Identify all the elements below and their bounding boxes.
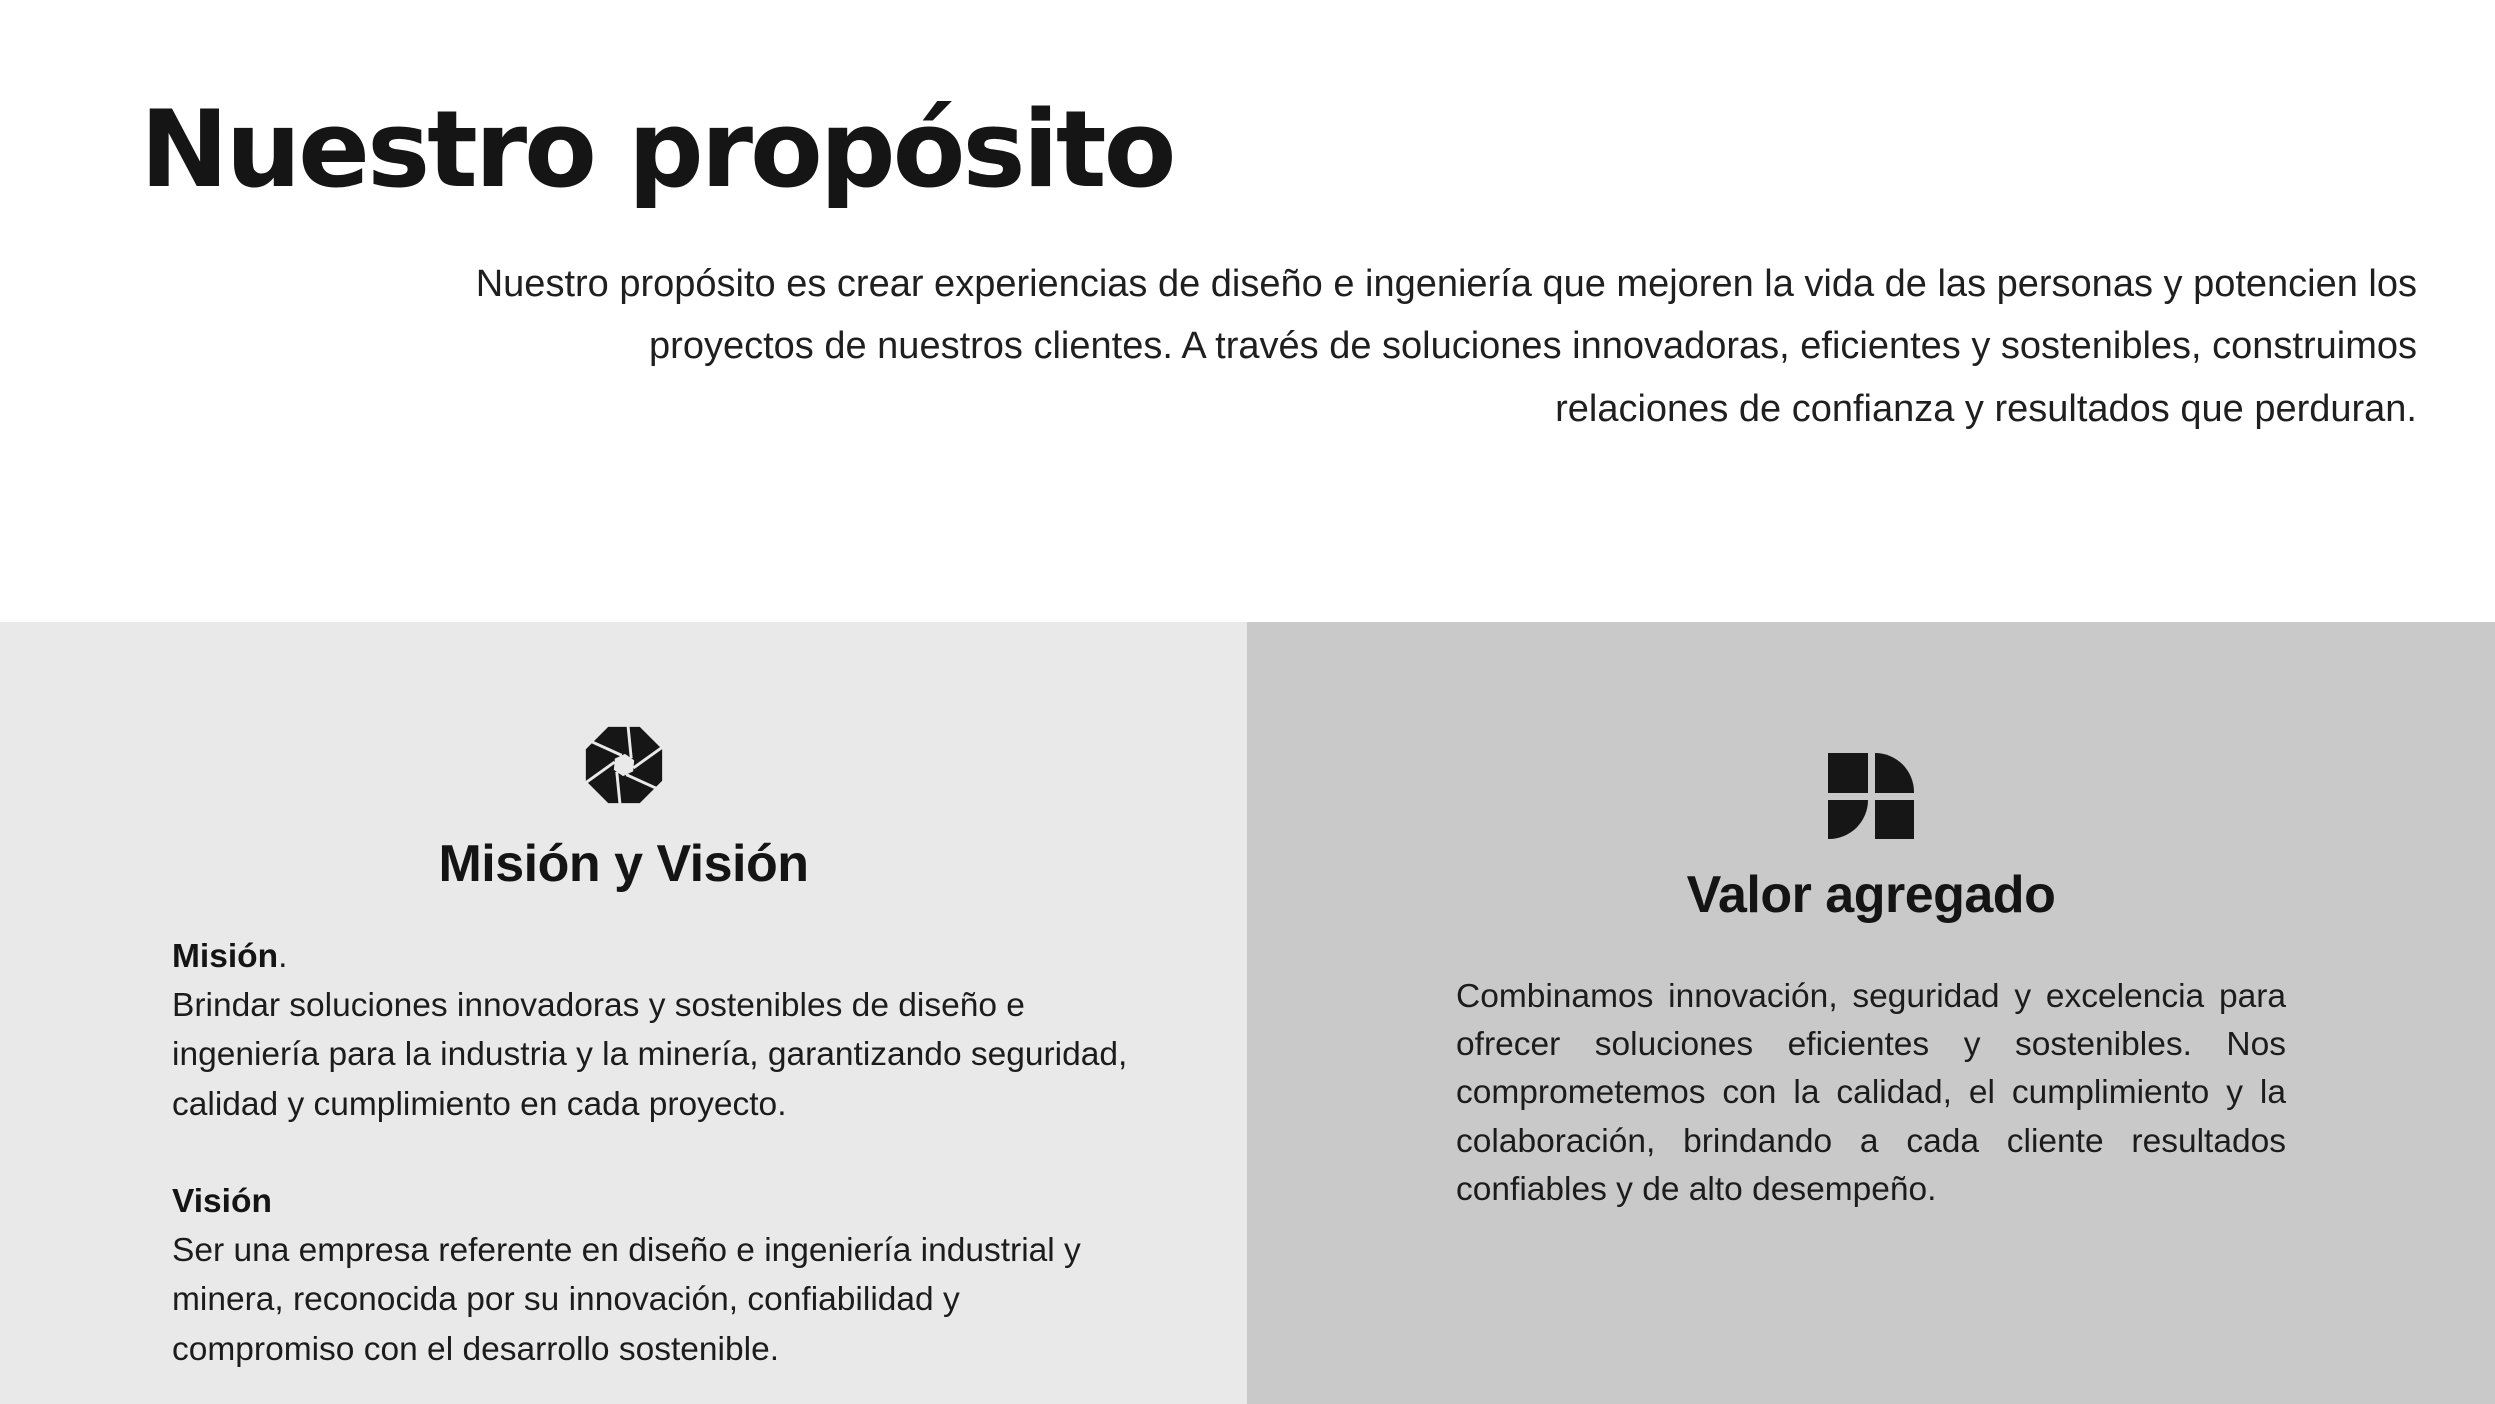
added-value-heading: Valor agregado [1686, 866, 2056, 924]
mission-text: Brindar soluciones innovadoras y sostenibles de diseño e ingeniería para la industria y la minería, garantizando seguridad, calidad y cumplimiento en cada proyecto. [172, 987, 1128, 1123]
intro-paragraph: Nuestro propósito es crear experiencias de diseño e ingeniería que mejoren la vida de las personas y potencien los proyectos de nuestros clientes. A través de soluciones innovadoras, eficientes y sostenibles, construimos relaciones de confianza y resultados que perduran. [475, 262, 2417, 430]
mission-label-period: . [278, 938, 288, 975]
mission-label: Misión [172, 938, 279, 975]
quadrant-round-top-right [1875, 753, 1915, 793]
cards-row [0, 622, 2495, 1404]
header-section [0, 0, 2495, 622]
aperture-icon [581, 722, 667, 808]
added-value-text: Combinamos innovación, seguridad y excelencia para ofrecer soluciones eficientes y sostenibles. Nos comprometemos con la calidad, el cumplimiento y la colaboración, brindando a cada cliente resultados confiables y de alto desempeño. [1456, 978, 2286, 1208]
quadrant-round-bottom-left [1828, 800, 1868, 840]
mission-vision-heading: Misión y Visión [438, 835, 809, 893]
quadrant-square-bottom-right [1875, 800, 1915, 840]
vision-label: Visión [172, 1182, 272, 1220]
quadrant-square-top-left [1828, 753, 1868, 793]
mission-vision-card [0, 622, 1247, 1404]
mission-vision-body [172, 932, 1147, 1374]
quadrant-grid-icon [1828, 753, 1914, 839]
vision-text: Ser una empresa referente en diseño e ingeniería industrial y minera, reconocida por su innovación, confiabilidad y compromiso con el desarrollo sostenible. [172, 1232, 1081, 1368]
vision-paragraph [172, 1177, 1147, 1374]
page-title: Nuestro propósito [140, 88, 1174, 211]
added-value-card [1247, 622, 2495, 1404]
mission-paragraph [172, 932, 1147, 1129]
